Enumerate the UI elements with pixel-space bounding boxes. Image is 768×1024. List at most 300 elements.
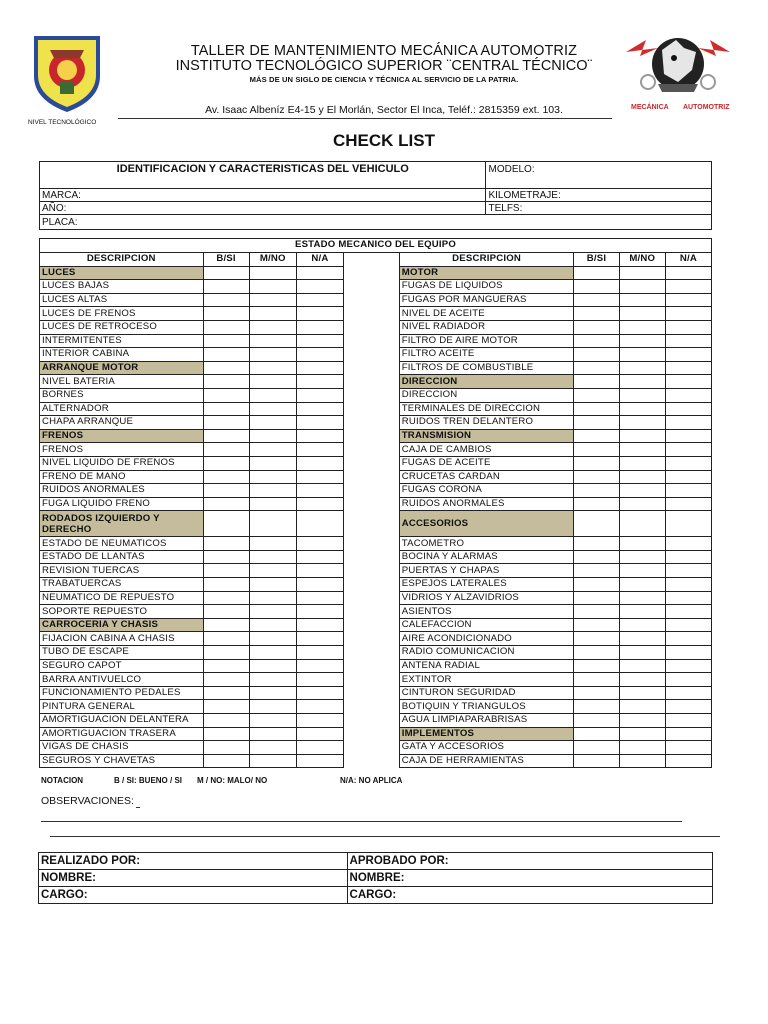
na-box[interactable] [665, 388, 711, 402]
table-row [40, 497, 712, 511]
column-gap [343, 348, 399, 362]
bsi-box[interactable] [203, 320, 249, 334]
mno-box[interactable] [619, 659, 665, 673]
na-box[interactable] [296, 550, 343, 564]
na-box[interactable] [665, 402, 711, 416]
mno-box[interactable] [619, 578, 665, 592]
check-item-fugas-de-liquidos: FUGAS DE LIQUIDOS [399, 280, 574, 294]
mno-box[interactable] [619, 632, 665, 646]
mechanical-checklist-table [39, 238, 712, 768]
column-gap [343, 605, 399, 619]
mno-box[interactable] [619, 443, 665, 457]
mno-box[interactable] [249, 727, 296, 741]
bsi-box[interactable] [203, 550, 249, 564]
bsi-box [574, 429, 619, 443]
mno-box[interactable] [619, 348, 665, 362]
na-box[interactable] [296, 470, 343, 484]
check-item-bocina-y-alarmas: BOCINA Y ALARMAS [399, 550, 574, 564]
table-row [40, 402, 712, 416]
bsi-box[interactable] [203, 402, 249, 416]
kilometraje-field[interactable]: KILOMETRAJE: [486, 189, 712, 202]
na-box[interactable] [296, 320, 343, 334]
column-gap [343, 727, 399, 741]
mno-box[interactable] [619, 741, 665, 755]
mno-box[interactable] [249, 456, 296, 470]
mno-box[interactable] [619, 334, 665, 348]
mno-box[interactable] [249, 348, 296, 362]
bsi-box[interactable] [203, 632, 249, 646]
col-mno-left: M/NO [249, 252, 296, 266]
na-box[interactable] [665, 741, 711, 755]
column-gap [343, 429, 399, 443]
na-box[interactable] [665, 293, 711, 307]
mno-box[interactable] [619, 280, 665, 294]
check-item-intermitentes: INTERMITENTES [40, 334, 204, 348]
table-row [40, 293, 712, 307]
right-logo-caption-a: MECÁNICA [631, 104, 669, 111]
na-box[interactable] [296, 416, 343, 430]
mno-box[interactable] [619, 618, 665, 632]
bsi-box[interactable] [203, 714, 249, 728]
na-box[interactable] [296, 537, 343, 551]
placa-field[interactable]: PLACA: [40, 215, 712, 230]
col-na-right: N/A [665, 252, 711, 266]
mno-box[interactable] [619, 484, 665, 498]
na-box[interactable] [665, 537, 711, 551]
na-box[interactable] [665, 470, 711, 484]
check-item-freno-de-mano: FRENO DE MANO [40, 470, 204, 484]
mno-box[interactable] [249, 484, 296, 498]
mno-box[interactable] [619, 550, 665, 564]
bsi-box[interactable] [203, 700, 249, 714]
na-box[interactable] [296, 632, 343, 646]
bsi-box[interactable] [203, 754, 249, 768]
bsi-box[interactable] [203, 456, 249, 470]
na-box [665, 511, 711, 537]
bsi-box[interactable] [574, 618, 619, 632]
na-box[interactable] [296, 591, 343, 605]
mno-box [619, 266, 665, 280]
mno-box[interactable] [249, 402, 296, 416]
check-item-fugas-de-aceite: FUGAS DE ACEITE [399, 456, 574, 470]
column-gap [343, 293, 399, 307]
check-item-botiquin-y-triangulos: BOTIQUIN Y TRIANGULOS [399, 700, 574, 714]
bsi-box[interactable] [203, 605, 249, 619]
na-box[interactable] [296, 388, 343, 402]
check-item-nivel-liquido-de-frenos: NIVEL LIQUIDO DE FRENOS [40, 456, 204, 470]
check-item-radio-comunicacion: RADIO COMUNICACION [399, 646, 574, 660]
na-box[interactable] [665, 497, 711, 511]
na-box [296, 429, 343, 443]
na-box[interactable] [665, 618, 711, 632]
na-box[interactable] [296, 673, 343, 687]
bsi-box[interactable] [574, 361, 619, 375]
bsi-box[interactable] [203, 497, 249, 511]
na-box[interactable] [665, 686, 711, 700]
check-item-tacometro: TACOMETRO [399, 537, 574, 551]
bsi-box[interactable] [574, 673, 619, 687]
mno-box[interactable] [249, 564, 296, 578]
na-box[interactable] [296, 348, 343, 362]
na-box[interactable] [665, 443, 711, 457]
bsi-box[interactable] [574, 578, 619, 592]
bsi-box[interactable] [574, 550, 619, 564]
mno-box[interactable] [249, 307, 296, 321]
mno-box[interactable] [249, 591, 296, 605]
mno-box[interactable] [249, 537, 296, 551]
bsi-box[interactable] [574, 741, 619, 755]
mno-box[interactable] [249, 280, 296, 294]
na-box[interactable] [296, 484, 343, 498]
check-item-luces-bajas: LUCES BAJAS [40, 280, 204, 294]
mno-box[interactable] [249, 578, 296, 592]
column-gap [343, 307, 399, 321]
bsi-box[interactable] [203, 484, 249, 498]
mno-box[interactable] [249, 388, 296, 402]
bsi-box[interactable] [203, 280, 249, 294]
bsi-box[interactable] [203, 578, 249, 592]
check-item-nivel-bateria: NIVEL BATERIA [40, 375, 204, 389]
column-gap [343, 673, 399, 687]
na-box[interactable] [296, 375, 343, 389]
table-row [40, 348, 712, 362]
na-box [665, 429, 711, 443]
column-gap [343, 402, 399, 416]
na-box[interactable] [665, 348, 711, 362]
bsi-box[interactable] [574, 714, 619, 728]
na-box[interactable] [296, 659, 343, 673]
mno-box[interactable] [249, 673, 296, 687]
mno-box[interactable] [619, 361, 665, 375]
mno-box[interactable] [619, 686, 665, 700]
bsi-box[interactable] [574, 280, 619, 294]
bsi-box[interactable] [574, 754, 619, 768]
bsi-box[interactable] [203, 293, 249, 307]
bsi-box[interactable] [574, 537, 619, 551]
bsi-box[interactable] [203, 659, 249, 673]
bsi-box [203, 618, 249, 632]
check-item-amortiguacion-trasera: AMORTIGUACION TRASERA [40, 727, 204, 741]
na-box[interactable] [665, 564, 711, 578]
observaciones-underline [136, 807, 140, 808]
right-logo-caption-b: AUTOMOTRIZ [683, 104, 730, 111]
observaciones-line-2[interactable] [50, 836, 720, 837]
section-heading-implementos: IMPLEMENTOS [399, 727, 574, 741]
table-row [40, 754, 712, 768]
mno-box[interactable] [619, 307, 665, 321]
na-box [665, 727, 711, 741]
bsi-box[interactable] [574, 497, 619, 511]
mno-box[interactable] [619, 416, 665, 430]
column-gap [343, 741, 399, 755]
mno-box[interactable] [249, 334, 296, 348]
na-box[interactable] [665, 714, 711, 728]
mno-box[interactable] [619, 700, 665, 714]
observaciones-label: OBSERVACIONES: [41, 795, 134, 807]
table-row [40, 429, 712, 443]
table-row [40, 307, 712, 321]
na-box[interactable] [296, 307, 343, 321]
na-box[interactable] [665, 361, 711, 375]
bsi-box[interactable] [574, 700, 619, 714]
mno-box[interactable] [249, 497, 296, 511]
column-gap [343, 659, 399, 673]
mno-box[interactable] [249, 443, 296, 457]
institute-motto: MÁS DE UN SIGLO DE CIENCIA Y TÉCNICA AL SERVICIO DE LA PATRIA. [249, 75, 519, 84]
na-box[interactable] [665, 280, 711, 294]
na-box[interactable] [665, 550, 711, 564]
na-box[interactable] [296, 646, 343, 660]
na-box[interactable] [296, 578, 343, 592]
bsi-box[interactable] [574, 348, 619, 362]
table-row [40, 564, 712, 578]
bsi-box[interactable] [203, 646, 249, 660]
na-box [665, 266, 711, 280]
check-item-gata-y-accesorios: GATA Y ACCESORIOS [399, 741, 574, 755]
bsi-box[interactable] [574, 402, 619, 416]
na-box[interactable] [296, 727, 343, 741]
na-box[interactable] [665, 700, 711, 714]
bsi-box[interactable] [203, 591, 249, 605]
mno-box[interactable] [619, 293, 665, 307]
check-item-aire-acondicionado: AIRE ACONDICIONADO [399, 632, 574, 646]
bsi-box [574, 727, 619, 741]
bsi-box[interactable] [574, 293, 619, 307]
mno-box[interactable] [619, 388, 665, 402]
table-row [40, 416, 712, 430]
na-box[interactable] [296, 334, 343, 348]
mno-box [249, 511, 296, 537]
bsi-box[interactable] [574, 659, 619, 673]
check-item-filtro-aceite: FILTRO ACEITE [399, 348, 574, 362]
na-box[interactable] [665, 591, 711, 605]
bsi-box[interactable] [203, 537, 249, 551]
marca-field[interactable]: MARCA: [40, 189, 486, 202]
na-box[interactable] [296, 605, 343, 619]
identification-heading: IDENTIFICACION Y CARACTERISTICAS DEL VEHICULO [40, 162, 486, 189]
bsi-box[interactable] [203, 673, 249, 687]
mno-box[interactable] [249, 700, 296, 714]
na-box[interactable] [665, 307, 711, 321]
mno-box[interactable] [619, 605, 665, 619]
check-item-trabatuercas: TRABATUERCAS [40, 578, 204, 592]
na-box[interactable] [296, 714, 343, 728]
mno-box[interactable] [619, 673, 665, 687]
mno-box[interactable] [249, 659, 296, 673]
check-item-amortiguacion-delantera: AMORTIGUACION DELANTERA [40, 714, 204, 728]
bsi-box[interactable] [574, 320, 619, 334]
bsi-box[interactable] [574, 388, 619, 402]
mno-box[interactable] [619, 402, 665, 416]
cargo-left-field[interactable]: CARGO: [39, 887, 348, 904]
notation-na: N/A: NO APLICA [340, 776, 403, 785]
check-item-antena-radial: ANTENA RADIAL [399, 659, 574, 673]
bsi-box[interactable] [203, 470, 249, 484]
mno-box[interactable] [249, 375, 296, 389]
check-item-ruidos-anormales: RUIDOS ANORMALES [40, 484, 204, 498]
mno-box[interactable] [619, 754, 665, 768]
bsi-box[interactable] [203, 348, 249, 362]
bsi-box[interactable] [574, 646, 619, 660]
na-box[interactable] [665, 673, 711, 687]
table-row [40, 334, 712, 348]
na-box[interactable] [296, 700, 343, 714]
mno-box[interactable] [249, 741, 296, 755]
bsi-box[interactable] [203, 416, 249, 430]
bsi-box[interactable] [203, 564, 249, 578]
na-box[interactable] [296, 293, 343, 307]
check-item-direccion: DIRECCION [399, 388, 574, 402]
column-gap [343, 564, 399, 578]
bsi-box[interactable] [574, 632, 619, 646]
table-row [40, 456, 712, 470]
na-box[interactable] [665, 484, 711, 498]
realizado-por-field[interactable]: REALIZADO POR: [39, 853, 348, 870]
na-box[interactable] [296, 456, 343, 470]
anio-field[interactable]: AÑO: [40, 202, 486, 215]
mno-box[interactable] [249, 646, 296, 660]
na-box[interactable] [296, 686, 343, 700]
table-row [40, 375, 712, 389]
table-row [40, 537, 712, 551]
check-item-fugas-corona: FUGAS CORONA [399, 484, 574, 498]
mno-box[interactable] [249, 320, 296, 334]
na-box[interactable] [665, 646, 711, 660]
mno-box[interactable] [249, 293, 296, 307]
na-box[interactable] [665, 456, 711, 470]
mno-box[interactable] [249, 605, 296, 619]
mno-box[interactable] [249, 714, 296, 728]
bsi-box[interactable] [203, 334, 249, 348]
mno-box[interactable] [249, 470, 296, 484]
nombre-left-field[interactable]: NOMBRE: [39, 870, 348, 887]
check-item-neumatico-de-repuesto: NEUMATICO DE REPUESTO [40, 591, 204, 605]
bsi-box[interactable] [203, 388, 249, 402]
bsi-box[interactable] [574, 456, 619, 470]
bsi-box[interactable] [574, 416, 619, 430]
na-box[interactable] [665, 659, 711, 673]
bsi-box[interactable] [574, 605, 619, 619]
mno-box[interactable] [619, 456, 665, 470]
na-box[interactable] [296, 754, 343, 768]
na-box[interactable] [296, 741, 343, 755]
bsi-box[interactable] [574, 334, 619, 348]
check-item-luces-altas: LUCES ALTAS [40, 293, 204, 307]
cargo-right-field[interactable]: CARGO: [347, 887, 712, 904]
section-heading-direccion: DIRECCION [399, 375, 574, 389]
mno-box[interactable] [249, 550, 296, 564]
bsi-box[interactable] [574, 686, 619, 700]
na-box[interactable] [665, 605, 711, 619]
mno-box[interactable] [619, 646, 665, 660]
workshop-name: TALLER DE MANTENIMIENTO MECÁNICA AUTOMOTRIZ [190, 43, 578, 59]
bsi-box[interactable] [203, 741, 249, 755]
table-row [40, 659, 712, 673]
bsi-box[interactable] [203, 686, 249, 700]
bsi-box[interactable] [574, 484, 619, 498]
bsi-box[interactable] [574, 443, 619, 457]
institute-address: Av. Isaac Albeníz E4-15 y El Morlán, Sector El Inca, Teléf.: 2815359 ext. 103. [205, 104, 563, 116]
check-item-calefaccion: CALEFACCION [399, 618, 574, 632]
na-box[interactable] [665, 320, 711, 334]
modelo-field[interactable]: MODELO: [486, 162, 712, 189]
bsi-box[interactable] [574, 591, 619, 605]
section-heading-motor: MOTOR [399, 266, 574, 280]
check-item-barra-antivuelco: BARRA ANTIVUELCO [40, 673, 204, 687]
mno-box[interactable] [249, 754, 296, 768]
mno-box [619, 429, 665, 443]
mno-box[interactable] [619, 320, 665, 334]
mno-box[interactable] [249, 416, 296, 430]
na-box[interactable] [296, 497, 343, 511]
na-box[interactable] [665, 334, 711, 348]
mno-box [619, 727, 665, 741]
na-box[interactable] [296, 280, 343, 294]
observaciones-line-1[interactable] [41, 821, 682, 822]
na-box [296, 266, 343, 280]
mno-box[interactable] [619, 537, 665, 551]
column-gap [343, 700, 399, 714]
aprobado-por-field[interactable]: APROBADO POR: [347, 853, 712, 870]
check-item-interior-cabina: INTERIOR CABINA [40, 348, 204, 362]
nombre-right-field[interactable]: NOMBRE: [347, 870, 712, 887]
table-row [40, 266, 712, 280]
bsi-box[interactable] [574, 307, 619, 321]
mno-box[interactable] [619, 470, 665, 484]
col-na-left: N/A [296, 252, 343, 266]
page-title: CHECK LIST [333, 131, 435, 150]
na-box[interactable] [665, 578, 711, 592]
mno-box[interactable] [619, 497, 665, 511]
mno-box[interactable] [249, 632, 296, 646]
na-box[interactable] [296, 564, 343, 578]
table-row [40, 727, 712, 741]
na-box[interactable] [296, 443, 343, 457]
bsi-box[interactable] [203, 443, 249, 457]
telfs-field[interactable]: TELFS: [486, 202, 712, 215]
column-gap [343, 646, 399, 660]
mno-box[interactable] [249, 686, 296, 700]
check-item-frenos: FRENOS [40, 443, 204, 457]
column-gap [343, 484, 399, 498]
na-box[interactable] [665, 632, 711, 646]
bsi-box[interactable] [574, 470, 619, 484]
column-gap [343, 537, 399, 551]
mno-box[interactable] [619, 714, 665, 728]
na-box[interactable] [665, 754, 711, 768]
table-row [40, 591, 712, 605]
check-item-chapa-arranque: CHAPA ARRANQUE [40, 416, 204, 430]
check-item-asientos: ASIENTOS [399, 605, 574, 619]
notation-malo: M / NO: MALO/ NO [197, 776, 268, 785]
check-item-vigas-de-chasis: VIGAS DE CHASIS [40, 741, 204, 755]
mno-box[interactable] [619, 591, 665, 605]
na-box[interactable] [665, 416, 711, 430]
column-gap [343, 550, 399, 564]
bsi-box[interactable] [203, 727, 249, 741]
column-gap [343, 618, 399, 632]
check-item-nivel-radiador: NIVEL RADIADOR [399, 320, 574, 334]
bsi-box [203, 266, 249, 280]
column-gap [343, 416, 399, 430]
na-box[interactable] [296, 402, 343, 416]
bsi-box[interactable] [574, 564, 619, 578]
bsi-box[interactable] [203, 375, 249, 389]
column-gap [343, 320, 399, 334]
bsi-box[interactable] [203, 307, 249, 321]
column-gap [343, 632, 399, 646]
mno-box[interactable] [619, 564, 665, 578]
